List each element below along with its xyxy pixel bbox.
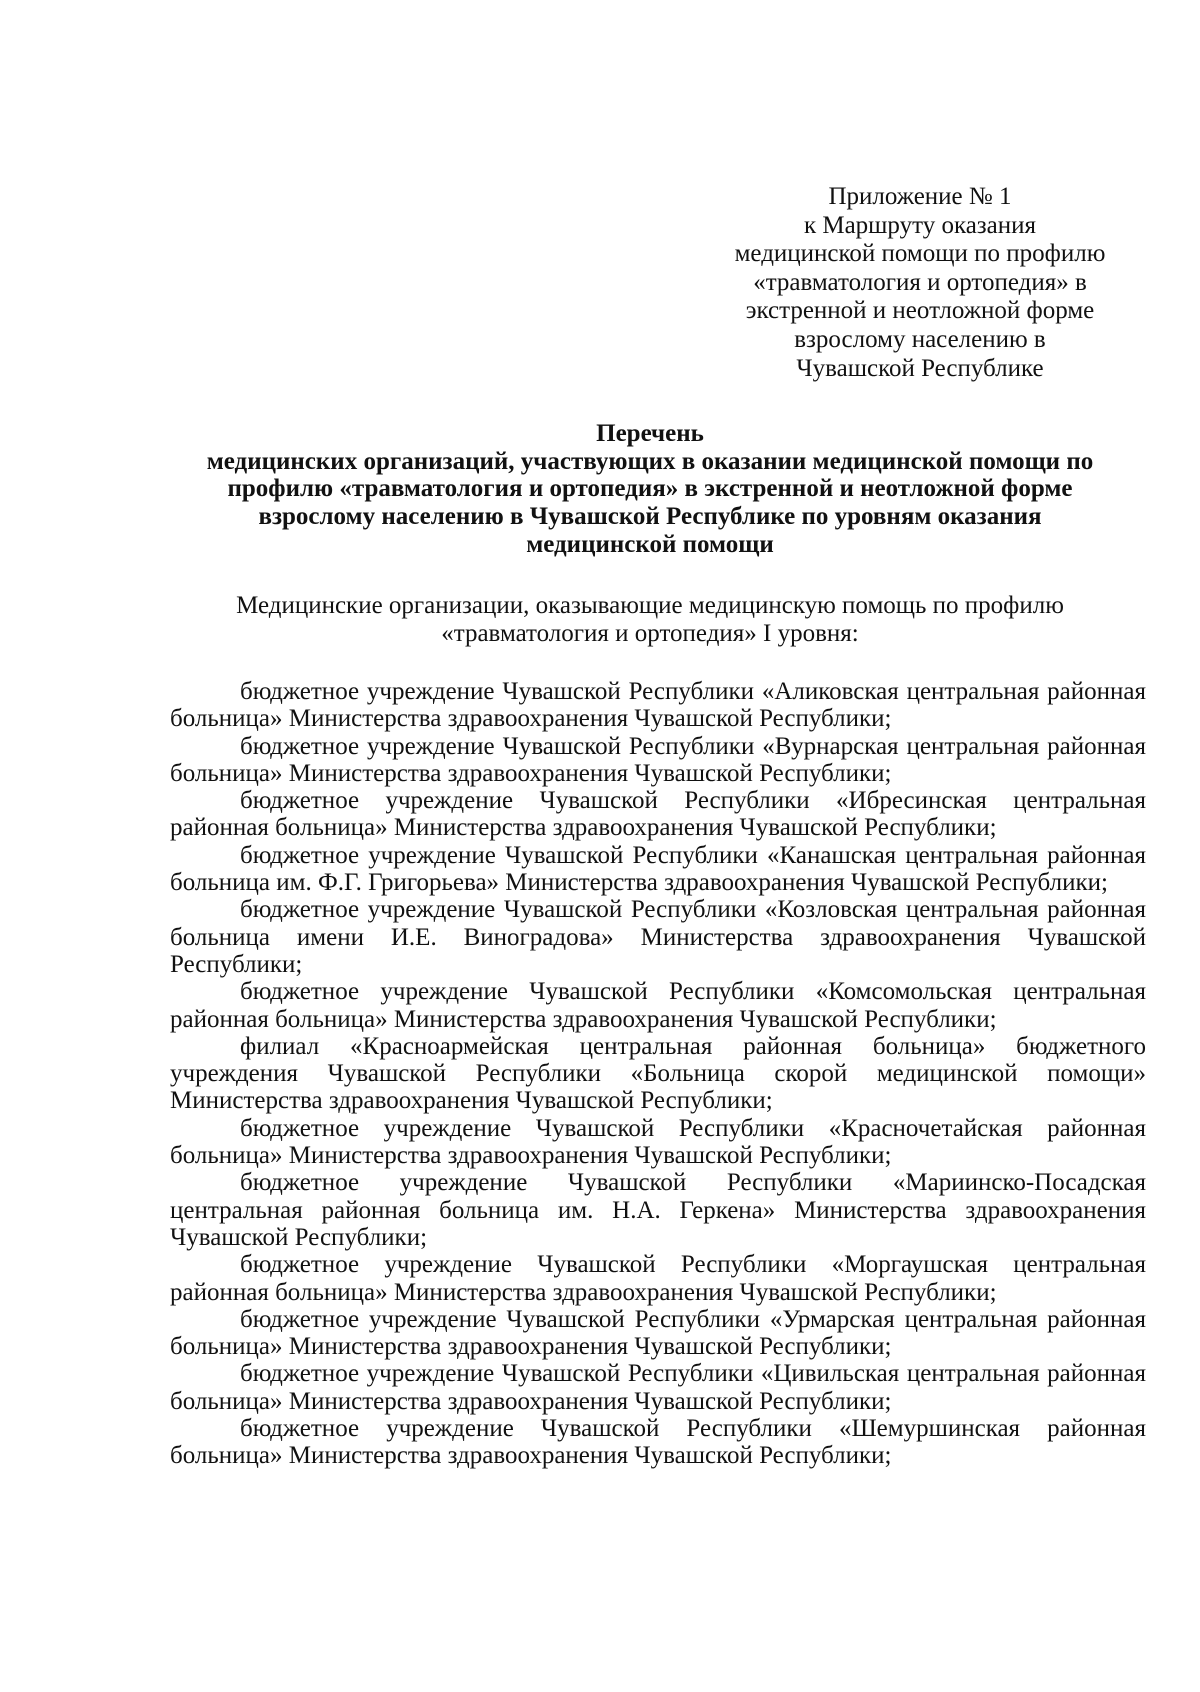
level-subheading	[160, 592, 1140, 648]
title-line: взрослому населению в Чувашской Республике по уровням оказания	[258, 503, 1042, 531]
title-line: медицинских организаций, участвующих в оказании медицинской помощи по	[206, 447, 1094, 475]
organization-item: бюджетное учреждение Чувашской Республики «Козловская центральная районная больница имени И.Е. Виноградова» Министерства здравоохранения Чувашской Республики;	[170, 896, 1146, 978]
organization-item: бюджетное учреждение Чувашской Республики «Мариинско-Посадская центральная районная больница им. Н.А. Геркена» Министерства здравоохранения Чувашской Республики;	[170, 1169, 1146, 1251]
appendix-line: Чувашской Республике	[796, 354, 1044, 382]
organization-item: бюджетное учреждение Чувашской Республики «Красночетайская районная больница» Министерства здравоохранения Чувашской Республики;	[170, 1114, 1146, 1170]
appendix-line: к Маршруту оказания	[803, 211, 1037, 239]
organization-list	[170, 678, 1146, 1470]
organization-item: филиал «Красноармейская центральная районная больница» бюджетного учреждения Чувашской Республики «Больница скорой медицинской помощи» Министерства здравоохранения Чувашской Республики;	[170, 1032, 1146, 1115]
organization-item: бюджетное учреждение Чувашской Республики «Шемуршинская районная больница» Министерства здравоохранения Чувашской Республики;	[170, 1415, 1146, 1470]
title-line: профилю «травматология и ортопедия» в экстренной и неотложной форме	[227, 475, 1073, 503]
appendix-header	[720, 183, 1120, 383]
subheading-line: «травматология и ортопедия» I уровня:	[441, 620, 859, 647]
organization-item: бюджетное учреждение Чувашской Республики «Комсомольская центральная районная больница» Министерства здравоохранения Чувашской Республики;	[170, 978, 1146, 1033]
title-line: Перечень	[596, 420, 704, 447]
appendix-line: медицинской помощи по профилю	[734, 240, 1106, 268]
document-title	[150, 420, 1150, 559]
organization-item: бюджетное учреждение Чувашской Республики «Канашская центральная районная больница им. Ф.Г. Григорьева» Министерства здравоохранения Чувашской Республики;	[170, 841, 1146, 897]
organization-item: бюджетное учреждение Чувашской Республики «Вурнарская центральная районная больница» Министерства здравоохранения Чувашской Республики;	[170, 732, 1146, 787]
appendix-line: «травматология и ортопедия» в	[753, 268, 1087, 296]
organization-item: бюджетное учреждение Чувашской Республики «Цивильская центральная районная больница» Министерства здравоохранения Чувашской Республики;	[170, 1360, 1146, 1415]
appendix-line: взрослому населению в	[794, 325, 1046, 353]
organization-item: бюджетное учреждение Чувашской Республики «Ибресинская центральная районная больница» Министерства здравоохранения Чувашской Республики;	[170, 787, 1146, 842]
organization-item: бюджетное учреждение Чувашской Республики «Моргаушская центральная районная больница» Министерства здравоохранения Чувашской Республики;	[170, 1251, 1146, 1306]
title-line: медицинской помощи	[526, 530, 774, 558]
organization-item: бюджетное учреждение Чувашской Республики «Урмарская центральная районная больница» Министерства здравоохранения Чувашской Республики;	[170, 1305, 1146, 1361]
organization-item: бюджетное учреждение Чувашской Республики «Аликовская центральная районная больница» Министерства здравоохранения Чувашской Республики;	[170, 678, 1146, 733]
appendix-line: Приложение № 1	[828, 183, 1012, 210]
appendix-line: экстренной и неотложной форме	[745, 297, 1095, 325]
subheading-line: Медицинские организации, оказывающие медицинскую помощь по профилю	[236, 592, 1064, 619]
